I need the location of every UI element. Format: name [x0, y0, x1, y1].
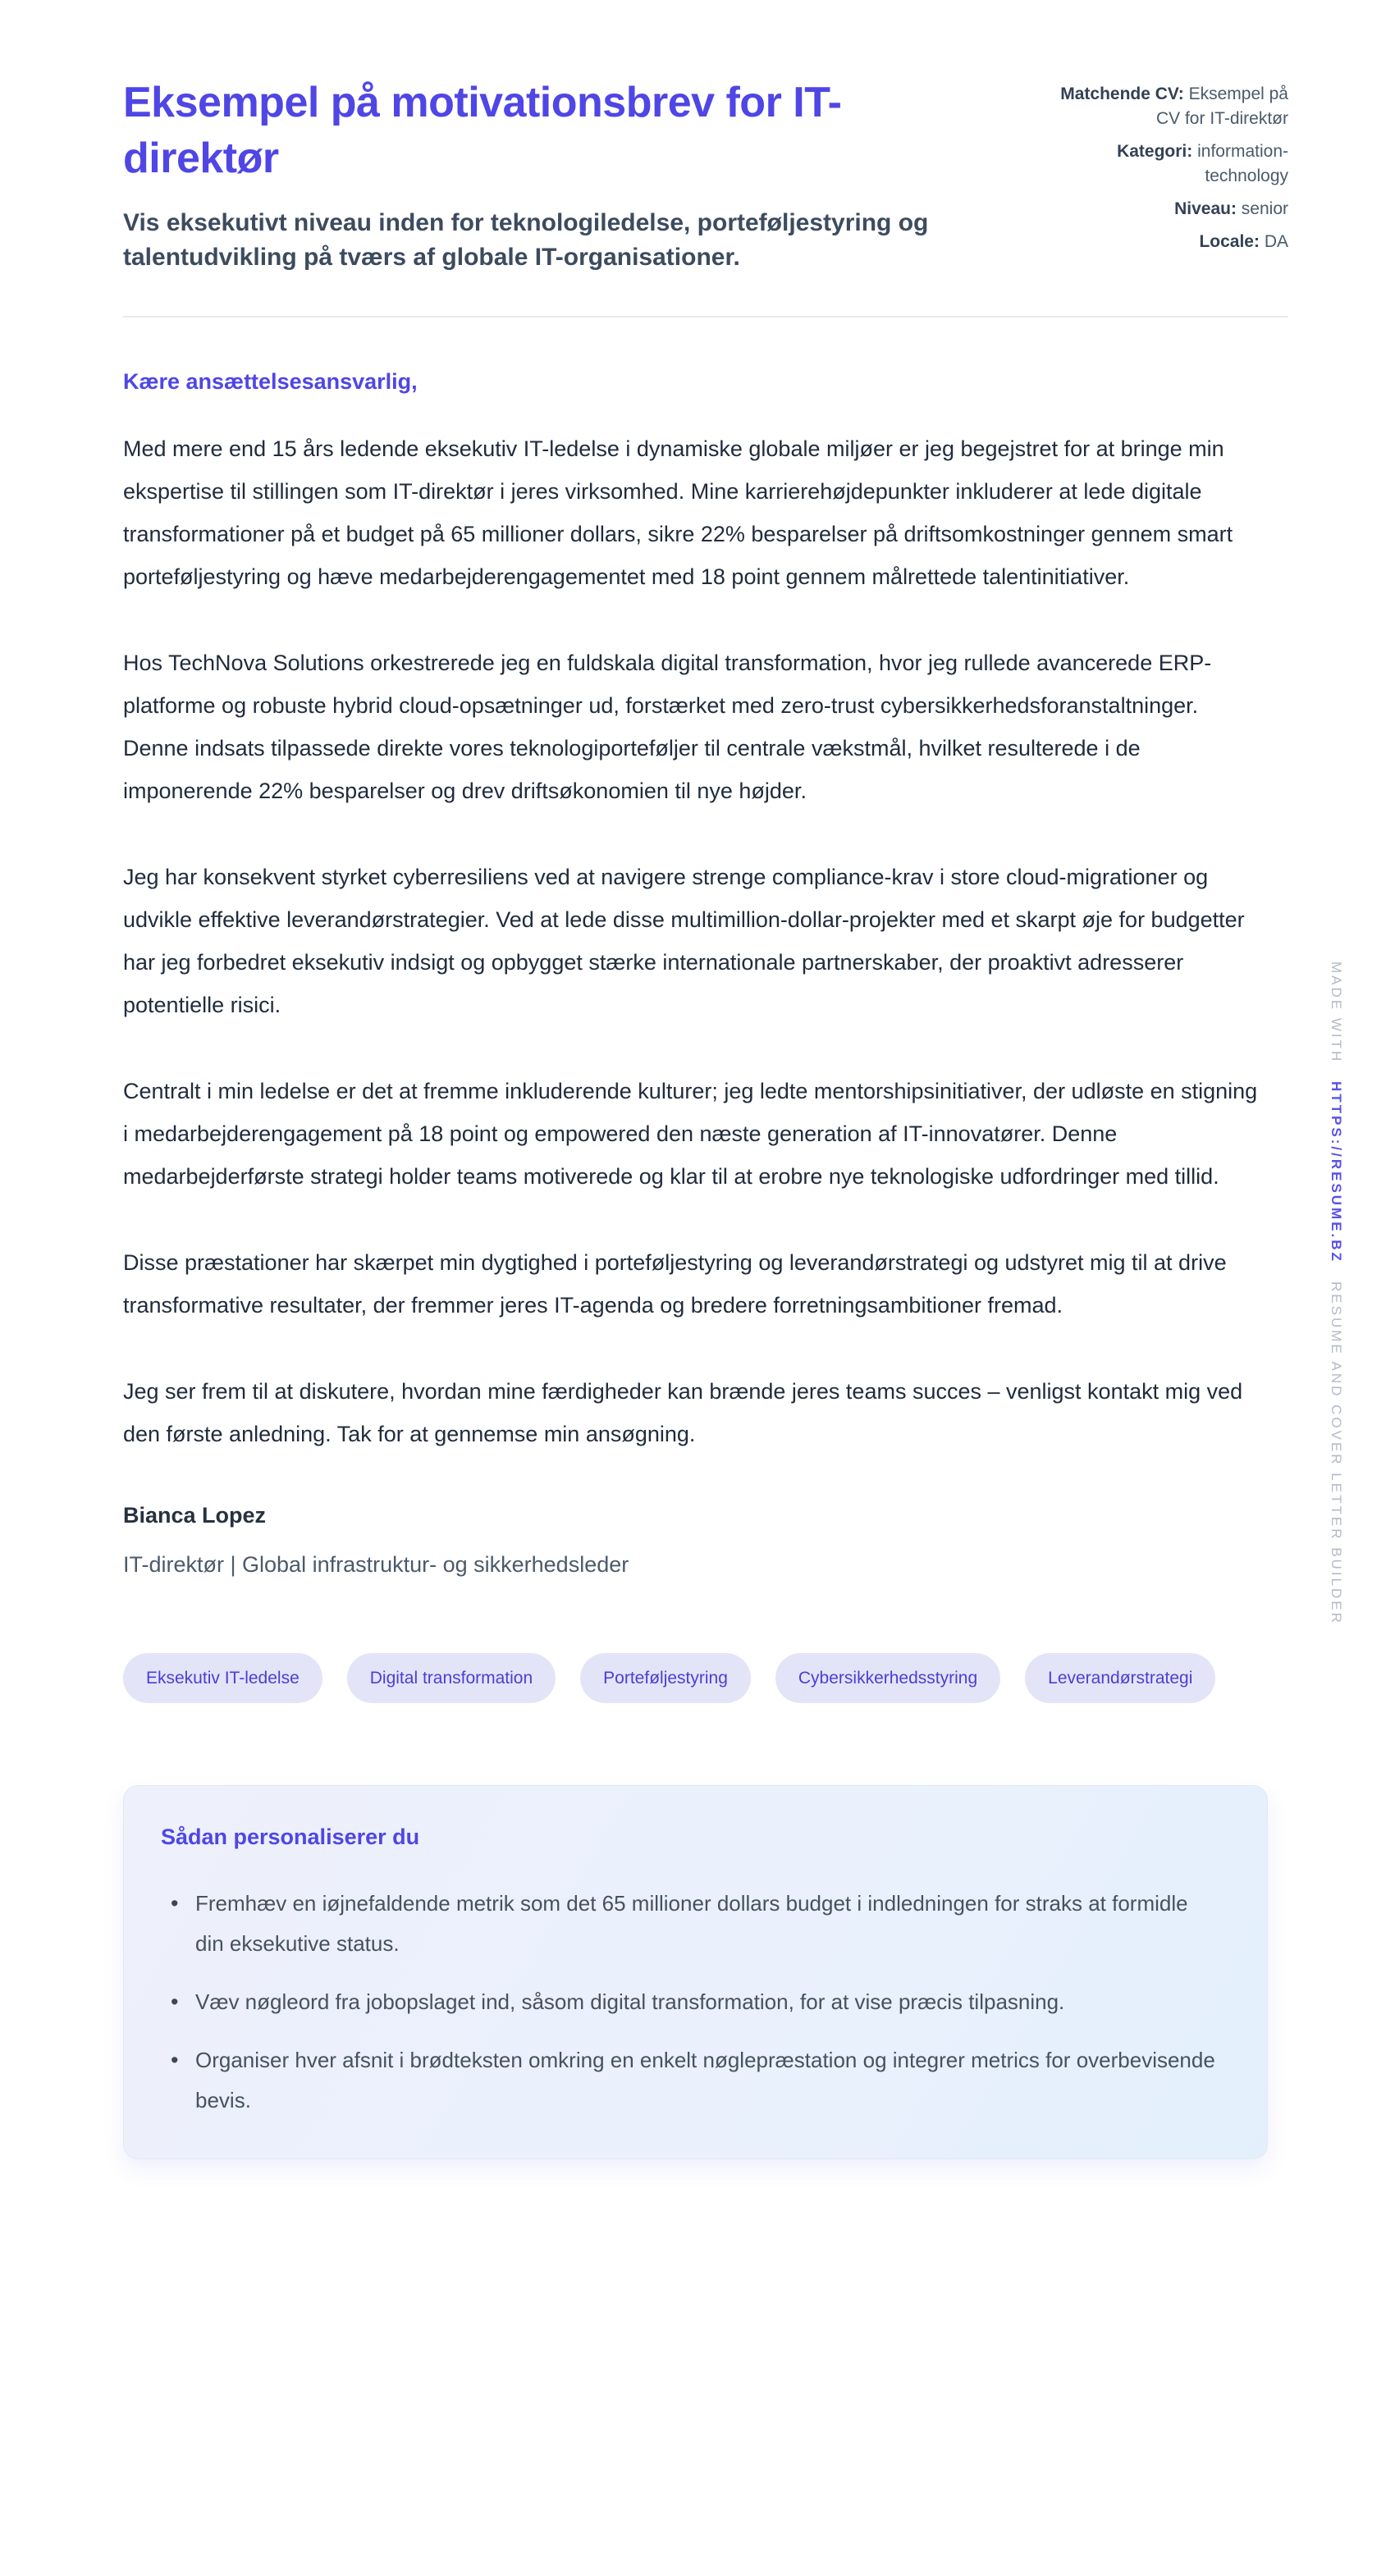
skill-tag: Cybersikkerhedsstyring: [775, 1653, 1000, 1703]
signature-name: Bianca Lopez: [123, 1503, 267, 1528]
letter-body: [123, 365, 1268, 1581]
tips-title: Sådan personaliserer du: [161, 1825, 420, 1850]
signature-role: IT-direktør | Global infrastruktur- og sikkerhedsleder: [123, 1552, 629, 1578]
meta-entry: [1034, 230, 1288, 254]
meta-panel: [1034, 75, 1288, 263]
meta-value: DA: [1264, 232, 1288, 251]
tips-card: [123, 1785, 1268, 2159]
letter-paragraphs: [123, 427, 1268, 1455]
letter-paragraph: Jeg ser frem til at diskutere, hvordan mine færdigheder kan brænde jeres teams succes – venligst kontakt mig ved den første anledning. Tak for at gennemse min ansøgning.: [123, 1379, 1243, 1447]
meta-label: Niveau:: [1174, 199, 1237, 218]
letter-paragraph: Disse præstationer har skærpet min dygtighed i porteføljestyring og leverandørstrategi og udstyret mig til at drive transformative resultater, der fremmer jeres IT-agenda og bredere forretningsambitioner fremad.: [123, 1250, 1227, 1318]
divider: [123, 316, 1288, 317]
meta-entry: [1034, 82, 1288, 131]
meta-value: senior: [1241, 199, 1288, 218]
branding-made-with: MADE WITH: [1329, 961, 1344, 1064]
tip-item: • Organiser hver afsnit i brødteksten omkring en enkelt nøglepræstation og integrer metrics for overbevisende bevis.: [161, 2040, 1218, 2121]
page-title: Eksempel på motivationsbrev for IT-direktør: [123, 79, 842, 182]
tag-list: [123, 1653, 1268, 1703]
meta-label: Locale:: [1199, 232, 1260, 251]
meta-value: Eksempel på CV for IT-direktør: [1155, 84, 1288, 128]
meta-label: Matchende CV:: [1060, 84, 1184, 103]
tip-item: • Væv nøgleord fra jobopslaget ind, såsom digital transformation, for at vise præcis tilpasning.: [161, 1982, 1218, 2022]
page-subtitle: Vis eksekutivt niveau inden for teknologiledelse, porteføljestyring og talentudvikling på tværs af globale IT-organisationer.: [123, 209, 929, 272]
letter-paragraph: Centralt i min ledelse er det at fremme inkluderende kulturer; jeg ledte mentorshipsinitiativer, der udløste en stigning i medarbejderengagement på 18 point og empowered den næste generation af IT-innovatører. Denne medarbejderførste strategi holder teams motiverede og klar til at erobre nye teknologiske udfordringer med tillid.: [123, 1079, 1258, 1190]
skill-tag: Eksekutiv IT-ledelse: [123, 1653, 322, 1703]
letter-paragraph: Hos TechNova Solutions orkestrerede jeg en fuldskala digital transformation, hvor jeg rullede avancerede ERP-platforme og robuste hybrid cloud-opsætninger ud, forstærket med zero-trust cybersikkerhedsforanstaltninger. Denne indsats tilpassede direkte vores teknologiporteføljer til centrale vækstmål, hvilket resulterede i de imponerende 22% besparelser og drev driftsøkonomien til nye højder.: [123, 651, 1212, 804]
meta-label: Kategori:: [1117, 142, 1193, 161]
skill-tag: Leverandørstrategi: [1025, 1653, 1215, 1703]
skill-tag: Digital transformation: [347, 1653, 556, 1703]
skill-tag: Porteføljestyring: [580, 1653, 751, 1703]
meta-value: information-technology: [1197, 142, 1288, 185]
header-left: [123, 75, 1009, 275]
tips-list: [161, 1884, 1218, 2121]
branding-tagline: RESUME AND COVER LETTER BUILDER: [1329, 1281, 1344, 1626]
header: [123, 75, 1288, 275]
vertical-branding: [1328, 961, 1344, 1625]
letter-paragraph: Med mere end 15 års ledende eksekutiv IT-ledelse i dynamiske globale miljøer er jeg begejstret for at bringe min ekspertise til stillingen som IT-direktør i jeres virksomhed. Mine karrierehøjdepunkter inkluderer at lede digitale transformationer på et budget på 65 millioner dollars, sikre 22% besparelser på driftsomkostninger gennem smart porteføljestyring og hæve medarbejderengagementet med 18 point gennem målrettede talentinitiativer.: [123, 436, 1233, 590]
signature: [123, 1499, 1268, 1581]
branding-site-link[interactable]: HTTPS://RESUME.BZ: [1329, 1081, 1344, 1264]
tip-item: • Fremhæv en iøjnefaldende metrik som det 65 millioner dollars budget i indledningen for straks at formidle din eksekutive status.: [161, 1884, 1218, 1964]
meta-entry: [1034, 197, 1288, 222]
meta-entry: [1034, 139, 1288, 189]
letter-paragraph: Jeg har konsekvent styrket cyberresiliens ved at navigere strenge compliance-krav i store cloud-migrationer og udvikle effektive leverandørstrategier. Ved at lede disse multimillion-dollar-projekter med et skarpt øje for budgetter har jeg forbedret eksekutiv indsigt og opbygget stærke internationale partnerskaber, der proaktivt adresserer potentielle risici.: [123, 865, 1245, 1018]
greeting: Kære ansættelsesansvarlig,: [123, 369, 418, 395]
